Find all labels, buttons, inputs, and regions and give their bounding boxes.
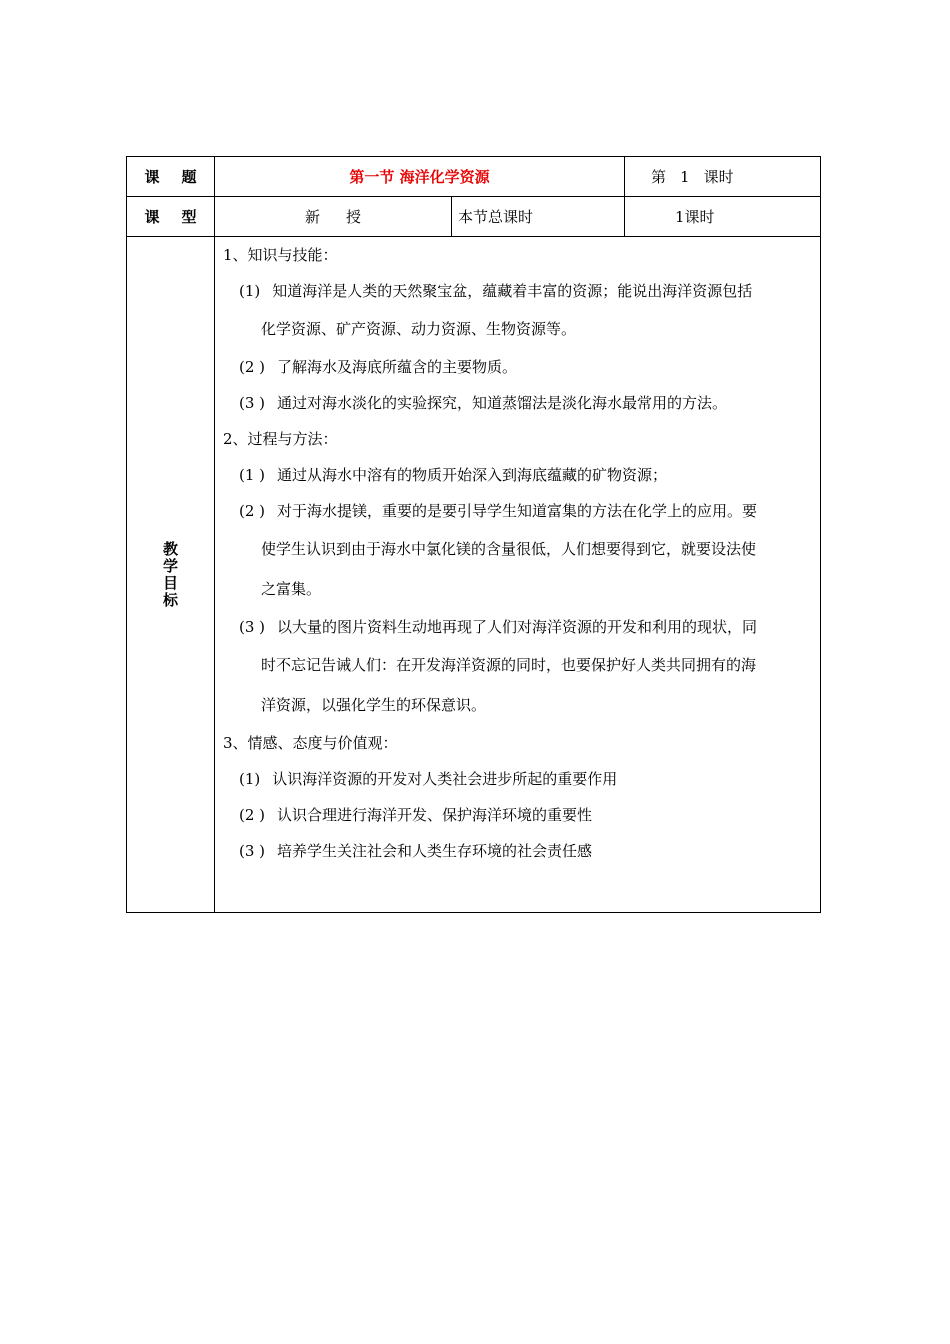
item-number: (3 ) — [239, 394, 266, 412]
goal-item — [223, 493, 812, 529]
goal-item — [223, 761, 812, 797]
type-char-1: 新 — [304, 208, 320, 226]
type-row — [127, 197, 821, 237]
type-label-char-2: 型 — [181, 208, 197, 226]
type-label-char-1: 课 — [144, 208, 160, 226]
topic-label-char-1: 课 — [144, 168, 160, 186]
item-number: (2 ) — [239, 502, 266, 520]
item-number: (1 ) — [239, 466, 266, 484]
goal-item — [223, 609, 812, 645]
goal-item-continuation: 化学资源、矿产资源、动力资源、生物资源等。 — [261, 320, 577, 338]
type-char-2: 授 — [346, 208, 362, 226]
item-text: 了解海水及海底所蕴含的主要物质。 — [277, 358, 518, 376]
goals-label-char-4: 标 — [162, 590, 178, 609]
goals-label-char-3: 目 — [162, 573, 178, 592]
goals-label — [127, 237, 215, 913]
item-number: (2 ) — [239, 806, 266, 824]
item-text: 对于海水提镁，重要的是要引导学生知道富集的方法在化学上的应用。要 — [277, 502, 758, 520]
goals-row — [127, 237, 821, 913]
period-suffix: 课时 — [703, 168, 734, 186]
item-text: 通过对海水淡化的实验探究，知道蒸馏法是淡化海水最常用的方法。 — [277, 394, 728, 412]
goal-item — [223, 457, 812, 493]
total-periods-value: 1课时 — [625, 197, 821, 237]
topic-label — [127, 157, 215, 197]
lesson-period — [625, 157, 821, 197]
item-number: (3 ) — [239, 842, 266, 860]
goals-label-char-1: 教 — [162, 539, 178, 558]
item-text: 认识海洋资源的开发对人类社会进步所起的重要作用 — [272, 770, 618, 788]
goals-label-char-2: 学 — [162, 556, 178, 575]
item-text: 知道海洋是人类的天然聚宝盆，蕴藏着丰富的资源；能说出海洋资源包括 — [272, 282, 753, 300]
item-number: (3 ) — [239, 618, 266, 636]
section-heading: 3、情感、态度与价值观： — [223, 734, 398, 752]
item-text: 认识合理进行海洋开发、保护海洋环境的重要性 — [277, 806, 593, 824]
goal-item — [223, 797, 812, 833]
goal-item-continuation: 洋资源，以强化学生的环保意识。 — [261, 696, 487, 714]
goal-item-continuation: 时不忘记告诫人们：在开发海洋资源的同时，也要保护好人类共同拥有的海 — [261, 656, 757, 674]
type-label — [127, 197, 215, 237]
section-heading: 2、过程与方法： — [223, 430, 338, 448]
goal-item — [223, 349, 812, 385]
item-number: (1) — [239, 282, 261, 300]
period-prefix: 第 — [651, 168, 667, 186]
goal-item — [223, 833, 812, 869]
section-heading: 1、知识与技能： — [223, 246, 338, 264]
goal-item-continuation: 使学生认识到由于海水中氯化镁的含量很低，人们想要得到它，就要设法使 — [261, 540, 757, 558]
goals-content — [215, 237, 821, 913]
total-periods-label: 本节总课时 — [452, 197, 625, 237]
lesson-title: 第一节 海洋化学资源 — [215, 157, 625, 197]
item-number: (2 ) — [239, 358, 266, 376]
topic-row — [127, 157, 821, 197]
goal-item-continuation: 之富集。 — [261, 580, 322, 598]
goal-item — [223, 385, 812, 421]
lesson-type — [215, 197, 452, 237]
item-text: 培养学生关注社会和人类生存环境的社会责任感 — [277, 842, 593, 860]
goal-item — [223, 273, 812, 309]
item-text: 以大量的图片资料生动地再现了人们对海洋资源的开发和利用的现状，同 — [277, 618, 758, 636]
topic-label-char-2: 题 — [181, 168, 197, 186]
item-number: (1) — [239, 770, 261, 788]
item-text: 通过从海水中溶有的物质开始深入到海底蕴藏的矿物资源； — [277, 466, 668, 484]
period-number: 1 — [680, 168, 690, 186]
lesson-plan-table — [126, 156, 821, 913]
